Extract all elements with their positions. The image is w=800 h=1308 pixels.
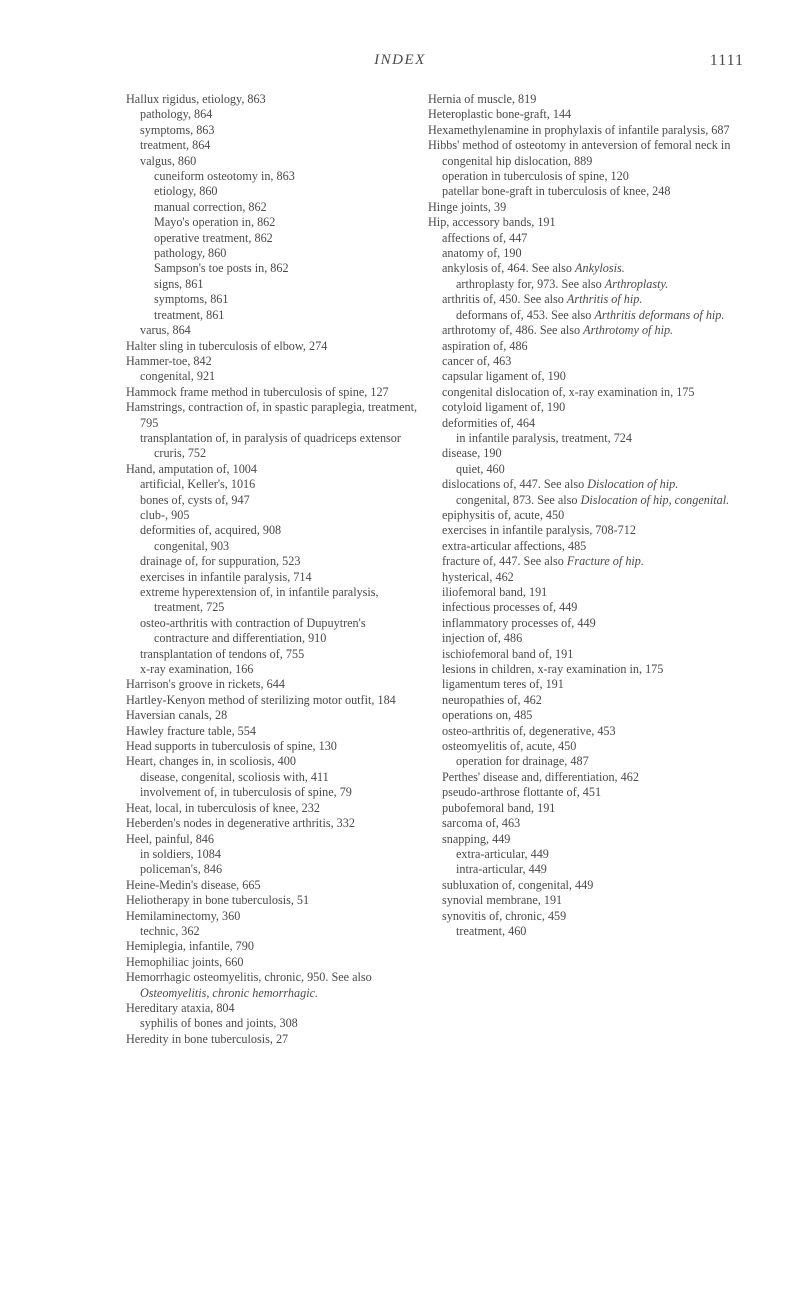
index-entry — [428, 107, 744, 122]
index-entry — [428, 878, 744, 893]
index-entry-text: Heine-Medin's disease, 665 — [126, 877, 261, 892]
index-entry — [428, 523, 744, 538]
index-entry — [126, 816, 422, 831]
index-entry — [428, 354, 744, 369]
index-entry — [126, 215, 422, 230]
index-entry-text: operation in tuberculosis of spine, 120 — [442, 169, 629, 184]
index-entry — [428, 708, 744, 723]
index-entry — [428, 539, 744, 554]
index-entry — [428, 508, 744, 523]
index-entry — [126, 246, 422, 261]
index-entry — [428, 754, 744, 769]
index-entry-text: varus, 864 — [140, 323, 191, 338]
index-entry-text: extra-articular, 449 — [456, 846, 549, 861]
cross-reference: Dislocation of hip, congenital. — [580, 492, 730, 507]
index-entry — [428, 585, 744, 600]
index-entry-text: exercises in infantile paralysis, 708-712 — [442, 523, 636, 538]
index-entry-text: Heredity in bone tuberculosis, 27 — [126, 1031, 289, 1046]
index-entry-text: transplantation of, in paralysis of quadriceps extensor cruris, 752 — [140, 430, 401, 461]
cross-reference: Fracture of hip. — [566, 554, 644, 569]
index-entry-text: treatment, 864 — [140, 138, 211, 153]
index-entry — [126, 693, 422, 708]
index-entry — [428, 801, 744, 816]
index-entry — [428, 477, 744, 492]
index-entry-text: quiet, 460 — [456, 461, 505, 476]
index-entry-text: pathology, 864 — [140, 107, 213, 122]
index-entry-text: cancer of, 463 — [442, 353, 512, 368]
index-entry-text: snapping, 449 — [442, 831, 511, 846]
index-entry-text: etiology, 860 — [154, 184, 218, 199]
index-entry-text: drainage of, for suppuration, 523 — [140, 554, 301, 569]
index-entry-text: Heberden's nodes in degenerative arthritis, 332 — [126, 816, 355, 831]
index-entry-text: Hereditary ataxia, 804 — [126, 1000, 235, 1015]
index-entry — [126, 585, 422, 616]
index-entry-text: affections of, 447 — [442, 230, 528, 245]
index-entry — [126, 107, 422, 122]
cross-reference: Ankylosis. — [575, 261, 625, 276]
index-entry — [126, 261, 422, 276]
index-entry-text: Sampson's toe posts in, 862 — [154, 261, 289, 276]
index-entry-text: x-ray examination, 166 — [140, 662, 254, 677]
index-entry — [428, 847, 744, 862]
index-entry-text: operations on, 485 — [442, 708, 533, 723]
index-entry-text: Hawley fracture table, 554 — [126, 723, 256, 738]
index-entry-text: Hallux rigidus, etiology, 863 — [126, 92, 266, 106]
index-entry-text: lesions in children, x-ray examination in, 175 — [442, 662, 664, 677]
index-entry — [428, 215, 744, 230]
index-entry-text: treatment, 460 — [456, 923, 527, 938]
index-entry — [126, 385, 422, 400]
index-entry — [126, 308, 422, 323]
index-entry-text: Mayo's operation in, 862 — [154, 215, 276, 230]
index-entry-text: aspiration of, 486 — [442, 338, 528, 353]
index-entry-text: hysterical, 462 — [442, 569, 514, 584]
index-entry-text: subluxation of, congenital, 449 — [442, 877, 594, 892]
index-entry — [126, 1001, 422, 1016]
index-entry-text: symptoms, 863 — [140, 122, 215, 137]
index-entry — [428, 677, 744, 692]
index-entry — [428, 462, 744, 477]
index-entry-text: infectious processes of, 449 — [442, 600, 578, 615]
index-column-left — [126, 92, 422, 1047]
index-entry-text: patellar bone-graft in tuberculosis of knee, 248 — [442, 184, 671, 199]
index-entry — [126, 770, 422, 785]
index-entry — [126, 523, 422, 538]
index-entry-text: disease, congenital, scoliosis with, 411 — [140, 769, 329, 784]
index-entry-text: injection of, 486 — [442, 631, 523, 646]
index-entry-text: technic, 362 — [140, 923, 200, 938]
index-entry — [428, 261, 744, 276]
index-entry-text: osteo-arthritis of, degenerative, 453 — [442, 723, 616, 738]
index-entry-text: artificial, Keller's, 1016 — [140, 477, 256, 492]
index-entry-text: neuropathies of, 462 — [442, 692, 542, 707]
index-entry-text: Hinge joints, 39 — [428, 199, 507, 214]
index-entry — [428, 832, 744, 847]
index-entry-text: Heel, painful, 846 — [126, 831, 214, 846]
index-entry — [428, 277, 744, 292]
index-entry — [126, 354, 422, 369]
running-head — [0, 52, 800, 82]
index-entry — [126, 231, 422, 246]
index-entry — [126, 862, 422, 877]
index-entry-text: epiphysitis of, acute, 450 — [442, 507, 565, 522]
index-entry-text: Halter sling in tuberculosis of elbow, 274 — [126, 338, 328, 353]
index-entry — [428, 169, 744, 184]
index-entry-text: ligamentum teres of, 191 — [442, 677, 564, 692]
index-entry — [428, 184, 744, 199]
index-entry-text: Heart, changes in, in scoliosis, 400 — [126, 754, 296, 769]
index-entry-text: Hartley-Kenyon method of sterilizing motor outfit, 184 — [126, 692, 396, 707]
cross-reference: Osteomyelitis, chronic hemorrhagic. — [140, 985, 319, 1000]
index-entry-text: Head supports in tuberculosis of spine, 130 — [126, 739, 337, 754]
index-entry-text: anatomy of, 190 — [442, 246, 522, 261]
index-entry — [428, 292, 744, 307]
index-entry — [428, 909, 744, 924]
index-entry-text: Hibbs' method of osteotomy in anteversion of femoral neck in congenital hip dislocation, 889 — [428, 138, 731, 168]
running-head-title: INDEX — [374, 52, 426, 68]
index-entry — [126, 92, 422, 107]
index-entry — [428, 862, 744, 877]
index-entry — [126, 508, 422, 523]
index-entry — [428, 662, 744, 677]
index-entry-text: synovitis of, chronic, 459 — [442, 908, 567, 923]
index-entry-text: operative treatment, 862 — [154, 230, 273, 245]
index-entry — [428, 785, 744, 800]
index-entry-text: cotyloid ligament of, 190 — [442, 400, 566, 415]
index-column-right — [428, 92, 744, 939]
index-entry-text: arthritis of, 450. See also — [442, 292, 567, 307]
cross-reference: Dislocation of hip. — [587, 477, 679, 492]
index-entry — [126, 909, 422, 924]
index-entry-text: signs, 861 — [154, 276, 204, 291]
index-entry-text: dislocations of, 447. See also — [442, 477, 588, 492]
index-entry — [126, 724, 422, 739]
index-entry — [126, 785, 422, 800]
index-entry-text: Hand, amputation of, 1004 — [126, 461, 257, 476]
index-entry — [428, 369, 744, 384]
index-entry — [428, 616, 744, 631]
index-entry — [126, 292, 422, 307]
index-entry-text: Hamstrings, contraction of, in spastic paraplegia, treatment, 795 — [126, 400, 418, 430]
index-entry-text: capsular ligament of, 190 — [442, 369, 566, 384]
index-entry-text: congenital, 873. See also — [456, 492, 581, 507]
index-entry-text: sarcoma of, 463 — [442, 816, 521, 831]
index-entry-text: synovial membrane, 191 — [442, 893, 563, 908]
index-entry — [428, 231, 744, 246]
index-entry — [126, 878, 422, 893]
index-entry — [428, 339, 744, 354]
index-entry — [126, 970, 422, 1001]
index-entry-text: disease, 190 — [442, 446, 502, 461]
index-entry — [126, 462, 422, 477]
index-entry-text: pubofemoral band, 191 — [442, 800, 556, 815]
index-entry-text: arthroplasty for, 973. See also — [456, 276, 605, 291]
index-entry — [428, 431, 744, 446]
index-entry-text: pseudo-arthrose flottante of, 451 — [442, 785, 602, 800]
index-entry — [126, 277, 422, 292]
index-entry — [428, 138, 744, 169]
index-entry — [428, 246, 744, 261]
index-entry — [428, 770, 744, 785]
cross-reference: Arthrotomy of hip. — [583, 323, 674, 338]
index-entry — [126, 200, 422, 215]
index-entry-text: exercises in infantile paralysis, 714 — [140, 569, 312, 584]
index-entry — [428, 739, 744, 754]
index-entry — [428, 308, 744, 323]
index-entry-text: congenital, 903 — [154, 538, 230, 553]
index-entry — [428, 631, 744, 646]
index-entry-text: transplantation of tendons of, 755 — [140, 646, 305, 661]
index-entry-text: Hernia of muscle, 819 — [428, 92, 537, 106]
index-entry — [126, 123, 422, 138]
index-entry-text: Hemilaminectomy, 360 — [126, 908, 241, 923]
index-entry-text: Heat, local, in tuberculosis of knee, 232 — [126, 800, 320, 815]
index-entry — [126, 801, 422, 816]
index-entry-text: operation for drainage, 487 — [456, 754, 589, 769]
index-entry-text: osteomyelitis of, acute, 450 — [442, 739, 577, 754]
index-entry — [126, 616, 422, 647]
cross-reference: Arthroplasty. — [604, 276, 669, 291]
index-entry-text: club-, 905 — [140, 507, 190, 522]
cross-reference: Arthritis deformans of hip. — [594, 307, 725, 322]
index-entry-text: Hammock frame method in tuberculosis of spine, 127 — [126, 384, 389, 399]
index-entry — [126, 554, 422, 569]
index-entry-text: involvement of, in tuberculosis of spine, 79 — [140, 785, 352, 800]
index-entry — [126, 1032, 422, 1047]
index-entry — [126, 647, 422, 662]
index-entry-text: Hemophiliac joints, 660 — [126, 954, 244, 969]
index-entry-text: Heliotherapy in bone tuberculosis, 51 — [126, 893, 310, 908]
index-entry-text: symptoms, 861 — [154, 292, 229, 307]
index-entry-text: Perthes' disease and, differentiation, 462 — [442, 769, 639, 784]
index-entry — [428, 493, 744, 508]
index-entry — [126, 708, 422, 723]
index-entry — [428, 385, 744, 400]
index-entry — [126, 493, 422, 508]
index-entry — [126, 570, 422, 585]
index-entry — [126, 369, 422, 384]
index-entry — [126, 662, 422, 677]
index-entry-text: fracture of, 447. See also — [442, 554, 567, 569]
index-entry — [428, 724, 744, 739]
index-entry-text: iliofemoral band, 191 — [442, 585, 548, 599]
index-entry-text: syphilis of bones and joints, 308 — [140, 1016, 298, 1031]
index-entry-text: Hemiplegia, infantile, 790 — [126, 939, 254, 954]
index-entry-text: treatment, 861 — [154, 307, 225, 322]
index-entry — [126, 323, 422, 338]
index-entry-text: extreme hyperextension of, in infantile paralysis, treatment, 725 — [140, 585, 379, 615]
page-number: 1111 — [709, 52, 744, 69]
index-entry-text: manual correction, 862 — [154, 199, 267, 214]
index-entry — [126, 339, 422, 354]
index-entry — [126, 924, 422, 939]
index-entry — [126, 754, 422, 769]
index-entry — [428, 816, 744, 831]
index-entry-text: valgus, 860 — [140, 153, 197, 168]
index-entry-text: deformities of, 464 — [442, 415, 536, 430]
index-entry-text: in infantile paralysis, treatment, 724 — [456, 430, 632, 445]
index-entry-text: Hammer-toe, 842 — [126, 353, 212, 368]
index-entry — [428, 647, 744, 662]
index-entry — [126, 955, 422, 970]
cross-reference: Arthritis of hip. — [566, 292, 643, 307]
index-entry-text: policeman's, 846 — [140, 862, 223, 877]
index-entry-text: Hemorrhagic osteomyelitis, chronic, 950. See also — [126, 970, 372, 985]
index-entry-text: inflammatory processes of, 449 — [442, 615, 596, 630]
index-entry — [126, 184, 422, 199]
index-entry-text: congenital dislocation of, x-ray examination in, 175 — [442, 384, 695, 399]
index-entry-text: Heteroplastic bone-graft, 144 — [428, 107, 572, 122]
index-entry — [428, 600, 744, 615]
index-entry-text: in soldiers, 1084 — [140, 846, 221, 861]
index-entry — [126, 739, 422, 754]
index-entry-text: deformans of, 453. See also — [456, 307, 595, 322]
index-entry — [126, 847, 422, 862]
index-entry-text: osteo-arthritis with contraction of Dupuytren's contracture and differentiation, 910 — [140, 615, 366, 646]
index-entry-text: congenital, 921 — [140, 369, 216, 384]
index-entry-text: pathology, 860 — [154, 246, 227, 261]
index-entry-text: Harrison's groove in rickets, 644 — [126, 677, 285, 692]
index-entry — [126, 677, 422, 692]
index-entry-text: intra-articular, 449 — [456, 862, 547, 877]
index-entry — [428, 92, 744, 107]
index-entry — [428, 123, 744, 138]
index-entry — [126, 1016, 422, 1031]
index-entry — [428, 554, 744, 569]
index-entry-text: arthrotomy of, 486. See also — [442, 323, 584, 338]
index-entry-text: extra-articular affections, 485 — [442, 538, 587, 553]
index-entry — [428, 416, 744, 431]
index-entry — [428, 924, 744, 939]
index-entry — [126, 138, 422, 153]
index-entry-text: Hip, accessory bands, 191 — [428, 215, 556, 230]
index-entry-text: Haversian canals, 28 — [126, 708, 228, 723]
index-entry — [126, 431, 422, 462]
index-entry — [126, 477, 422, 492]
index-entry — [428, 893, 744, 908]
index-entry — [428, 200, 744, 215]
index-entry-text: ankylosis of, 464. See also — [442, 261, 576, 276]
index-entry-text: deformities of, acquired, 908 — [140, 523, 282, 538]
index-entry — [126, 939, 422, 954]
index-entry — [126, 400, 422, 431]
index-entry — [126, 154, 422, 169]
index-entry-text: Hexamethylenamine in prophylaxis of infantile paralysis, 687 — [428, 122, 730, 137]
index-entry-text: ischiofemoral band of, 191 — [442, 646, 574, 661]
index-entry — [428, 570, 744, 585]
index-entry-text: bones of, cysts of, 947 — [140, 492, 250, 507]
index-entry — [428, 446, 744, 461]
index-entry-text: cuneiform osteotomy in, 863 — [154, 169, 295, 184]
index-entry — [428, 323, 744, 338]
index-entry — [428, 400, 744, 415]
index-entry — [126, 169, 422, 184]
index-entry — [428, 693, 744, 708]
index-entry — [126, 539, 422, 554]
index-entry — [126, 832, 422, 847]
index-entry — [126, 893, 422, 908]
